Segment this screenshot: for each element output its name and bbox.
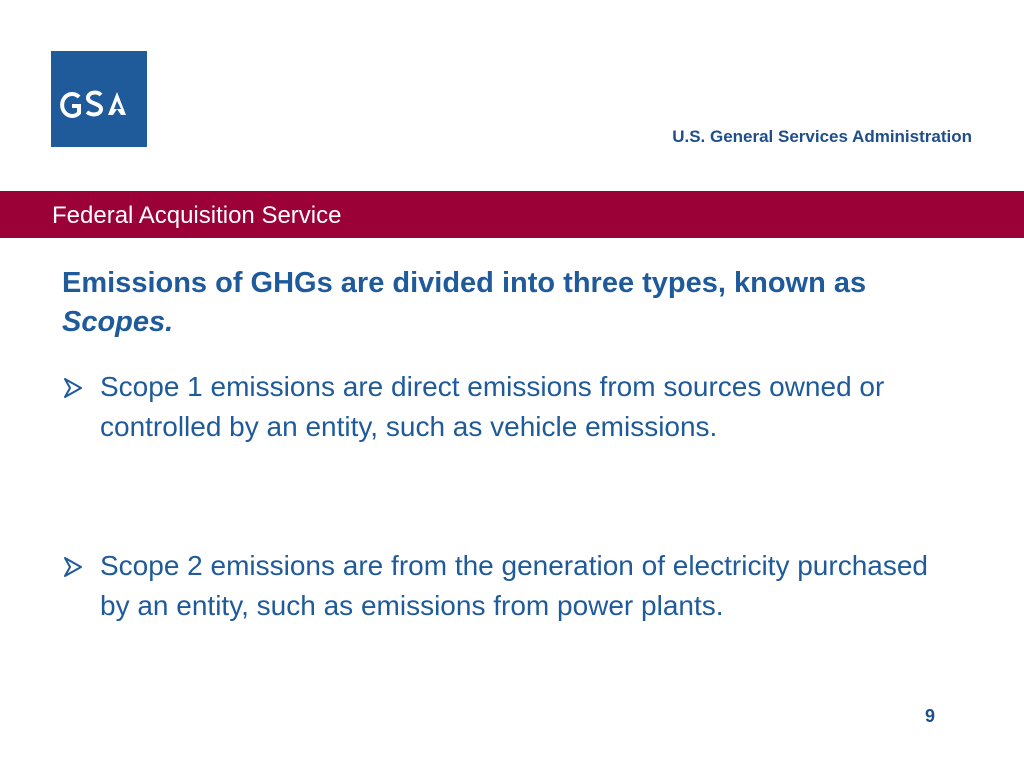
agency-name: U.S. General Services Administration	[672, 127, 972, 146]
arrow-bullet-icon	[62, 556, 84, 578]
bullet-text: Scope 1 emissions are direct emissions from sources owned or controlled by an entity, such as vehicle emissions.	[100, 371, 885, 442]
heading-emphasis: Scopes.	[62, 306, 174, 338]
gsa-logo-icon	[51, 51, 147, 147]
bullet-text: Scope 2 emissions are from the generation of electricity purchased by an entity, such as emissions from power plants.	[100, 550, 928, 621]
heading-text: Emissions of GHGs are divided into three types, known as	[62, 267, 867, 299]
service-band	[0, 191, 1024, 238]
page-number: 9	[925, 706, 936, 726]
service-name: Federal Acquisition Service	[52, 202, 342, 229]
slide-heading	[62, 264, 962, 342]
arrow-bullet-icon	[62, 377, 84, 399]
bullet-scope-2	[62, 546, 942, 626]
bullet-scope-1	[62, 367, 942, 447]
